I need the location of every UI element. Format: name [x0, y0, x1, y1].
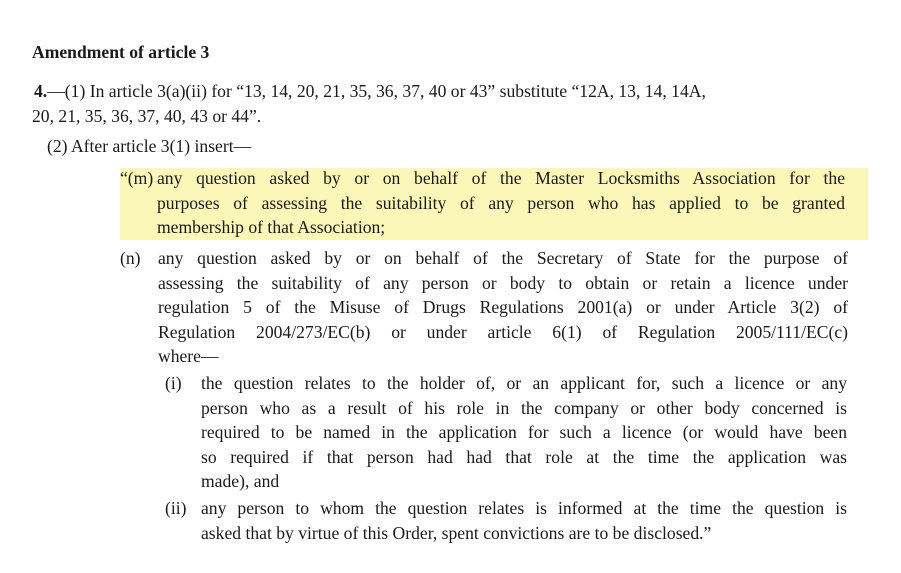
paragraph-number: 4.: [34, 81, 48, 101]
paragraph-4-1-line-1: [32, 79, 862, 104]
item-n-line: regulation 5 of the Misuse of Drugs Regulations 2001(a) or under Article 3(2) of: [158, 297, 848, 317]
item-n: [120, 246, 848, 369]
item-m-line: any question asked by or on behalf of the Master Locksmiths Association for the: [157, 168, 845, 188]
item-m-marker: “(m): [120, 168, 154, 188]
paragraph-4-1-line-2: 20, 21, 35, 36, 37, 40, 43 or 44”.: [32, 105, 262, 126]
item-n-line: assessing the suitability of any person or body to obtain or retain a licence under: [158, 272, 848, 293]
item-i-line: so required if that person had had that role at the time the application was: [201, 446, 847, 467]
item-ii-line: any person to whom the question relates is informed at the time the question is: [201, 498, 847, 518]
section-heading: Amendment of article 3: [32, 42, 210, 62]
item-i-marker: (i): [165, 373, 182, 393]
item-m: [120, 166, 845, 240]
item-i-line: the question relates to the holder of, or an applicant for, such a licence or any: [201, 373, 847, 393]
item-m-body: [157, 166, 845, 240]
item-i-body: [201, 371, 847, 494]
item-n-line: any question asked by or on behalf of the Secretary of State for the purpose of: [158, 248, 848, 268]
item-i-line: required to be named in the application for such a licence (or would have been: [201, 422, 847, 442]
item-i-line: person who as a result of his role in the company or other body concerned is: [201, 397, 847, 418]
item-n-line: where—: [158, 346, 219, 366]
paragraph-4-2: (2) After article 3(1) insert—: [47, 136, 252, 156]
paragraph-4-1-text-1: —(1) In article 3(a)(ii) for “13, 14, 20, 21, 35, 36, 37, 40 or 43” substitute “12A, 13, 14, 14A,: [47, 81, 706, 101]
item-ii-line: asked that by virtue of this Order, spent convictions are to be disclosed.”: [201, 522, 712, 543]
item-i: [165, 371, 847, 494]
item-ii-body: [201, 496, 847, 545]
item-n-marker: (n): [120, 248, 141, 268]
item-i-line: made), and: [201, 471, 280, 491]
item-ii-marker: (ii): [165, 498, 187, 518]
item-m-line: membership of that Association;: [157, 217, 386, 237]
item-m-line: purposes of assessing the suitability of any person who has applied to be granted: [157, 192, 845, 213]
paragraph-4-1: [32, 79, 862, 128]
item-n-line: Regulation 2004/273/EC(b) or under article 6(1) of Regulation 2005/111/EC(c): [158, 321, 848, 342]
item-n-body: [158, 246, 848, 369]
item-ii: [165, 496, 847, 545]
